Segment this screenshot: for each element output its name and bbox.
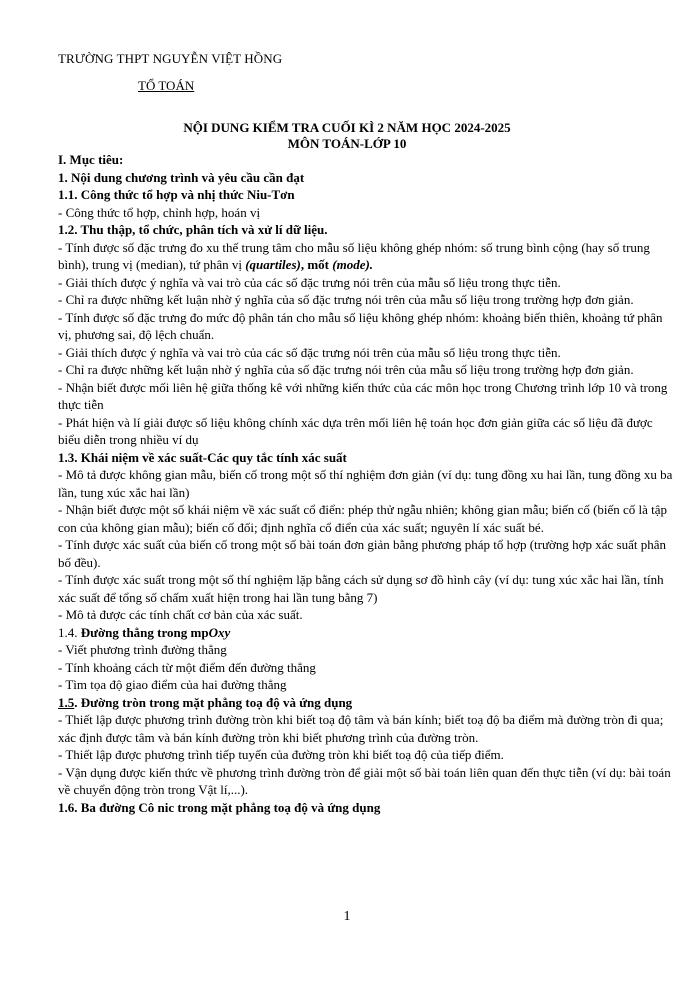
document-subtitle: MÔN TOÁN-LỚP 10 xyxy=(287,136,407,151)
paragraph: - Thiết lập được phương trình tiếp tuyến của đường tròn khi biết toạ độ của tiếp điểm. xyxy=(58,747,504,762)
paragraph: - Vận dụng được kiến thức về phương trình đường tròn để giải một số bài toán liên quan đến thực tiễn (ví dụ: bài toán về chuyển động tròn trong Vật lí,...). xyxy=(58,764,671,797)
section-heading: 1. Nội dung chương trình và yêu cầu cần đạt xyxy=(58,169,305,185)
school-name: TRƯỜNG THPT NGUYỄN VIỆT HỒNG xyxy=(58,51,283,66)
paragraph xyxy=(58,239,676,274)
text-run: - Tính được số đặc trưng đo xu thế trung tâm cho mẫu số liệu không ghép nhóm: số trung bình cộng (hay số trung bình), trung vị (median), tứ phân vị xyxy=(58,239,650,272)
paragraph: - Tìm tọa độ giao điểm của hai đường thẳng xyxy=(58,677,287,692)
section-title: . Đường tròn trong mặt phẳng toạ độ và ứng dụng xyxy=(74,694,353,710)
section-heading: 1.3. Khái niệm về xác suất-Các quy tắc tính xác suất xyxy=(58,449,347,465)
paragraph: - Chỉ ra được những kết luận nhờ ý nghĩa của số đặc trưng nói trên của mẫu số liệu trong trường hợp đơn giản. xyxy=(58,362,634,377)
paragraph: - Tính khoảng cách từ một điểm đến đường thẳng xyxy=(58,659,316,675)
paragraph: - Tính được xác suất của biến cố trong một số bài toán đơn giản bằng phương pháp tổ hợp (trường hợp xác suất phân bố đều). xyxy=(58,537,667,570)
paragraph: - Mô tả được không gian mẫu, biến cố trong một số thí nghiệm đơn giản (ví dụ: tung đồng xu hai lần, tung đồng xu ba lần, tung xúc xắc hai lần) xyxy=(58,467,673,500)
section-title: Đường thẳng trong mp xyxy=(80,624,209,640)
section-heading: I. Mục tiêu: xyxy=(58,152,124,167)
document-body xyxy=(58,151,676,816)
paragraph: - Mô tả được các tính chất cơ bản của xác suất. xyxy=(58,607,303,622)
paragraph: - Tính được số đặc trưng đo mức độ phân tán cho mẫu số liệu không ghép nhóm: khoảng biến thiên, khoảng tứ phân vị, phương sai, độ lệch chuẩn. xyxy=(58,309,663,342)
text-run: , mốt xyxy=(300,257,333,272)
section-number: 1.5 xyxy=(58,694,75,710)
document-title: NỘI DUNG KIỂM TRA CUỐI KÌ 2 NĂM HỌC 2024-2025 xyxy=(183,120,511,135)
text-run-italic: (mode). xyxy=(332,257,374,272)
paragraph: - Tính được xác suất trong một số thí nghiệm lặp bằng cách sử dụng sơ đồ hình cây (ví dụ: tung xúc xắc hai lần, tính xác suất để tổng số chấm xuất hiện trong hai lần tung bằng 7) xyxy=(58,572,664,605)
section-heading xyxy=(58,694,676,712)
paragraph: - Thiết lập được phương trình đường tròn khi biết toạ độ tâm và bán kính; biết toạ độ ba điểm mà đường tròn đi qua; xác định được tâm và bán kính đường tròn khi biết phương trình của đường tròn. xyxy=(58,712,664,745)
paragraph: - Nhận biết được một số khái niệm về xác suất cổ điển: phép thử ngẫu nhiên; không gian mẫu; biến cố (biến cố là tập con của không gian mẫu); biến cố đối; định nghĩa cổ điển của xác suất; nguyên lí xác suất bé. xyxy=(58,502,668,535)
paragraph: - Nhận biết được mối liên hệ giữa thống kê với những kiến thức của các môn học trong Chương trình lớp 10 và trong thực tiễn xyxy=(58,379,668,412)
section-heading: 1.1. Công thức tổ hợp và nhị thức Niu-Tơn xyxy=(58,187,295,202)
paragraph: - Công thức tổ hợp, chỉnh hợp, hoán vị xyxy=(58,204,261,220)
section-number: 1.4. xyxy=(58,624,81,640)
section-heading xyxy=(58,624,676,642)
paragraph: - Giải thích được ý nghĩa và vai trò của các số đặc trưng nói trên của mẫu số liệu trong thực tiễn. xyxy=(58,274,561,290)
paragraph: - Phát hiện và lí giải được số liệu không chính xác dựa trên mối liên hệ toán học đơn giản giữa các số liệu đã được biểu diễn trong nhiều ví dụ xyxy=(58,414,653,447)
section-heading: 1.2. Thu thập, tổ chức, phân tích và xử lí dữ liệu. xyxy=(58,222,328,237)
section-heading: 1.6. Ba đường Cô nic trong mặt phẳng toạ độ và ứng dụng xyxy=(58,799,381,815)
page-number: 1 xyxy=(343,909,351,924)
section-title-italic: Oxy xyxy=(208,624,231,640)
paragraph: - Chỉ ra được những kết luận nhờ ý nghĩa của số đặc trưng nói trên của mẫu số liệu trong trường hợp đơn giản. xyxy=(58,292,634,307)
department-name: TỔ TOÁN xyxy=(138,78,195,93)
paragraph: - Giải thích được ý nghĩa và vai trò của các số đặc trưng nói trên của mẫu số liệu trong thực tiễn. xyxy=(58,344,561,360)
paragraph: - Viết phương trình đường thẳng xyxy=(58,642,227,657)
text-run-italic: (quartiles) xyxy=(245,257,301,272)
